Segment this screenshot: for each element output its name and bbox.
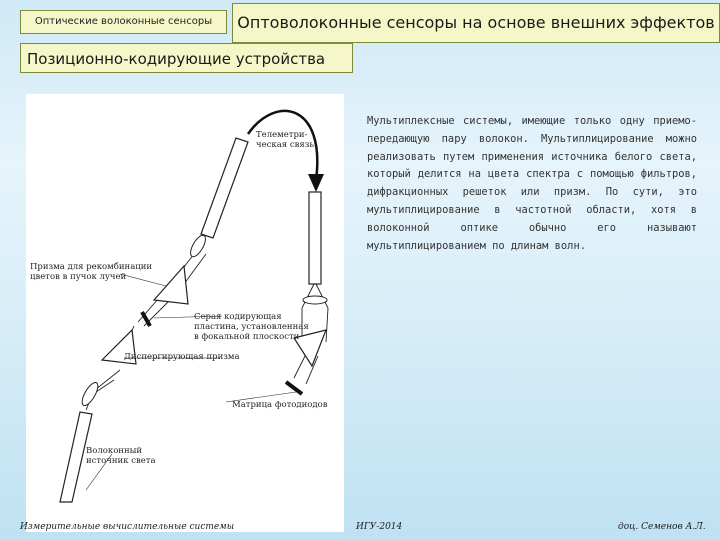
upper-fiber [201, 138, 248, 238]
section-tag: Оптические волоконные сенсоры [20, 10, 227, 34]
label-source-line2: источник света [86, 456, 156, 466]
label-source [86, 446, 156, 466]
label-recombination-line2: цветов в пучок лучей [30, 272, 127, 282]
label-telemetry [256, 130, 314, 150]
footer-right: доц. Семенов А.Л. [618, 522, 706, 532]
slide-subtitle: Позиционно-кодирующие устройства [20, 43, 353, 73]
label-dispersion-prism-text: Диспергирующая призма [124, 352, 240, 362]
label-photodiode-matrix-text: Матрица фотодиодов [232, 400, 328, 410]
label-recombination-prism [30, 262, 152, 282]
slide-title: Оптоволоконные сенсоры на основе внешних эффектов [232, 3, 720, 43]
body-paragraph: Мультиплексные системы, имеющие только одну приемо-передающую пару волокон. Мультиплицирование можно реализовать путем применения источника белого света, который делится на цвета спектра с помощью фильтров, дифракционных решеток или призм. По сути, это мультиплицирование в частотной области, хотя в волоконной оптике обычно его называют мультиплицированием по длинам волн. [367, 115, 697, 252]
label-gray-plate [194, 312, 309, 342]
recombination-prism [154, 266, 188, 304]
label-source-line1: Волоконный [86, 446, 143, 456]
footer-center: ИГУ-2014 [356, 522, 403, 532]
footer-left: Измерительные вычислительные системы [20, 522, 235, 532]
label-gray-plate-line2: пластина, установленная [194, 322, 309, 332]
label-photodiode-matrix [232, 400, 328, 410]
label-gray-plate-line3: в фокальной плоскости [194, 332, 300, 342]
sensor-diagram [26, 94, 344, 532]
label-telemetry-line2: ческая связь [256, 140, 315, 150]
telemetry-arrowhead [308, 174, 324, 192]
label-telemetry-line1: Телеметри- [256, 130, 308, 140]
label-dispersion-prism [124, 352, 240, 362]
label-recombination-line1: Призма для рекомбинации [30, 262, 153, 272]
receiving-fiber [309, 192, 321, 284]
label-gray-plate-line1: Серая кодирующая [194, 312, 282, 322]
